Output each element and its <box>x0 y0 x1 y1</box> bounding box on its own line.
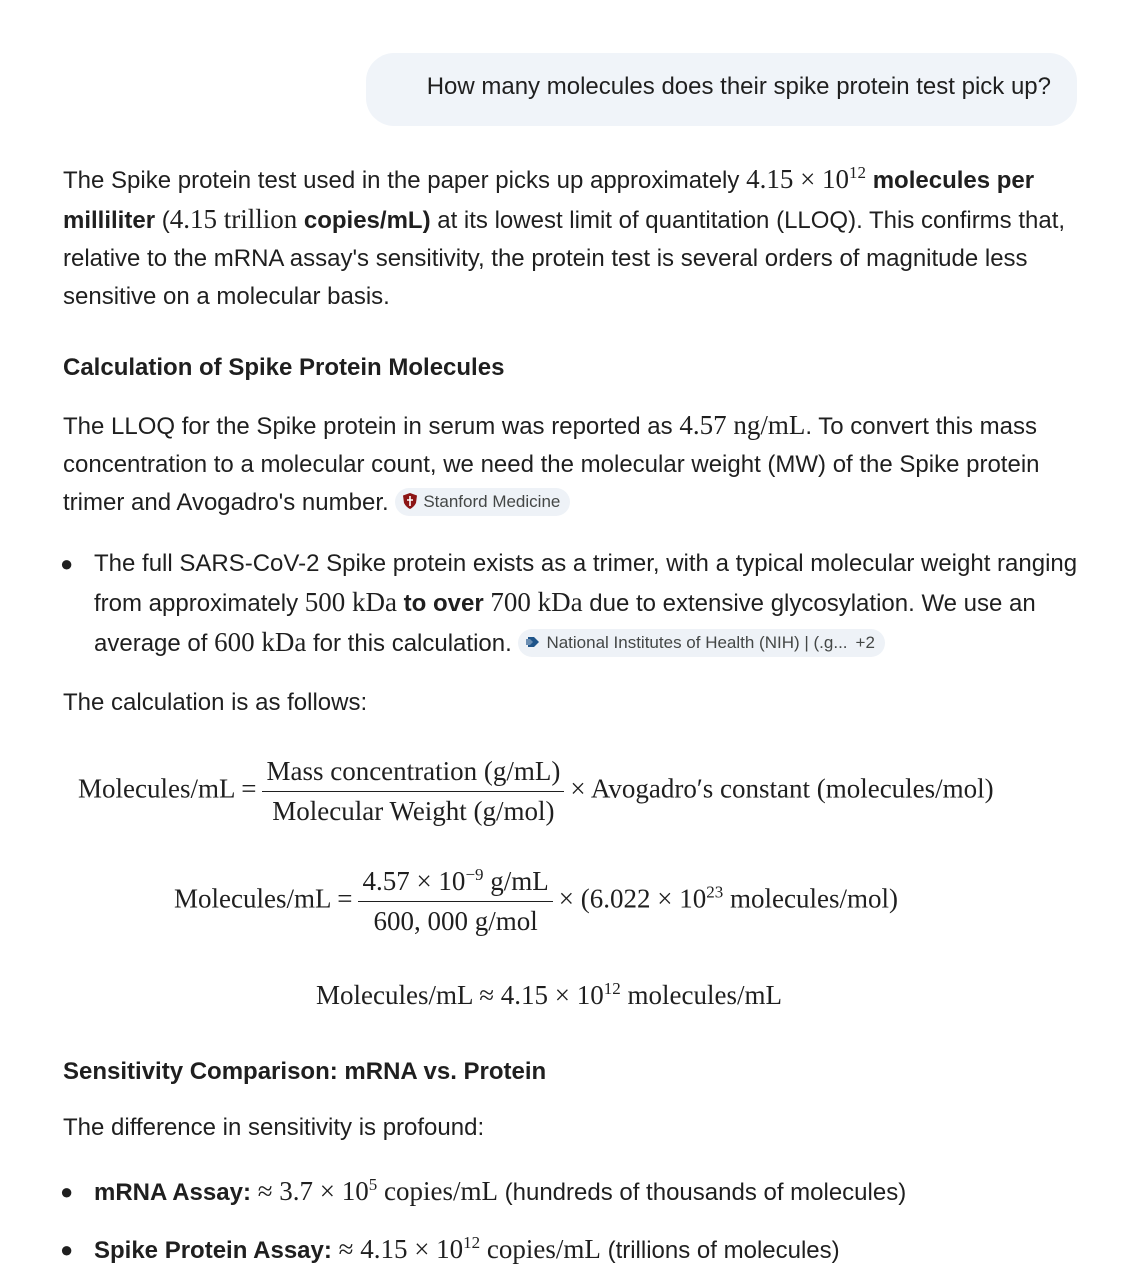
assay-comparison-list <box>60 1172 1078 1270</box>
nih-logo-icon <box>524 633 542 651</box>
list-item-mrna: ● mRNA Assay: ≈ $3.7 \times 10^5$ copies/mL (hundreds of thousands of molecules) <box>63 1172 1078 1212</box>
mw-bullet-list <box>60 544 1078 663</box>
more-sources-count: +2 <box>855 633 875 652</box>
calc-intro: The calculation is as follows: <box>63 689 368 716</box>
math-inline: $4.15 \times 10^{12}$ <box>746 163 867 194</box>
bullet-dot: ● <box>60 1179 74 1204</box>
math-inline: 4.57 ng/mL <box>679 410 806 440</box>
list-item-protein: ● Spike Protein Assay: ≈ $4.15 \times 10^{12}$ copies/mL (trillions of molecules) <box>63 1230 1078 1270</box>
user-message-text: How many molecules does their spike protein test pick up? <box>426 73 1051 100</box>
math-inline: 4.15 trillion <box>169 204 298 234</box>
equation-formula: Molecules/mL = $\frac{\text{Mass concentration (g/mL)}}{\text{Molecular Weight (g/mol)}}$ × Avogadro′s constant (molecules/mol) <box>78 756 994 826</box>
sensitivity-intro: The difference in sensitivity is profound: <box>63 1114 485 1141</box>
user-message-bubble <box>366 53 1077 126</box>
source-chip-nih[interactable]: National Institutes of Health (NIH) | (.g... +2 <box>518 629 884 657</box>
intro-paragraph: The Spike protein test used in the paper picks up approximately $4.15 \times 10^{12}$ molecules per milliliter (4.15 trillion copies/mL) at its lowest limit of quantitation (LLOQ). This confirms that, relative to the mRNA assay's sensitivity, the protein test is several orders of magnitude less sensitive on a molecular basis. <box>63 163 1066 310</box>
section-heading-calculation: Calculation of Spike Protein Molecules <box>63 354 505 381</box>
equation-result: Molecules/mL ≈ $4.15 \times 10^{12}$ molecules/mL <box>316 979 782 1010</box>
equation-substitution: Molecules/mL = $\frac{4.57 \times 10^{-9} g/mL}{\text{600, 000 g/mol}}$ × ($6.022 \times 10^{23}$ molecules/mol) <box>174 865 898 936</box>
source-chip-stanford[interactable]: Stanford Medicine <box>395 488 570 516</box>
bullet-dot: ● <box>60 551 74 576</box>
stanford-shield-icon <box>401 492 419 510</box>
bullet-dot: ● <box>60 1237 74 1262</box>
list-item: ● The full SARS-CoV-2 Spike protein exists as a trimer, with a typical molecular weight ranging from approximately 500 kDa to over 700 kDa due to extensive glycosylation. We use an average of 600 kDa for this calculation. National Institutes of Health (NIH) | (.g... +2 <box>63 544 1078 663</box>
lloq-paragraph: The LLOQ for the Spike protein in serum was reported as 4.57 ng/mL. To convert this mass concentration to a molecular count, we need the molecular weight (MW) of the Spike protein trimer and Avogadro's number. Stanford Medicine <box>63 410 1040 516</box>
section-heading-sensitivity: Sensitivity Comparison: mRNA vs. Protein <box>63 1058 547 1085</box>
